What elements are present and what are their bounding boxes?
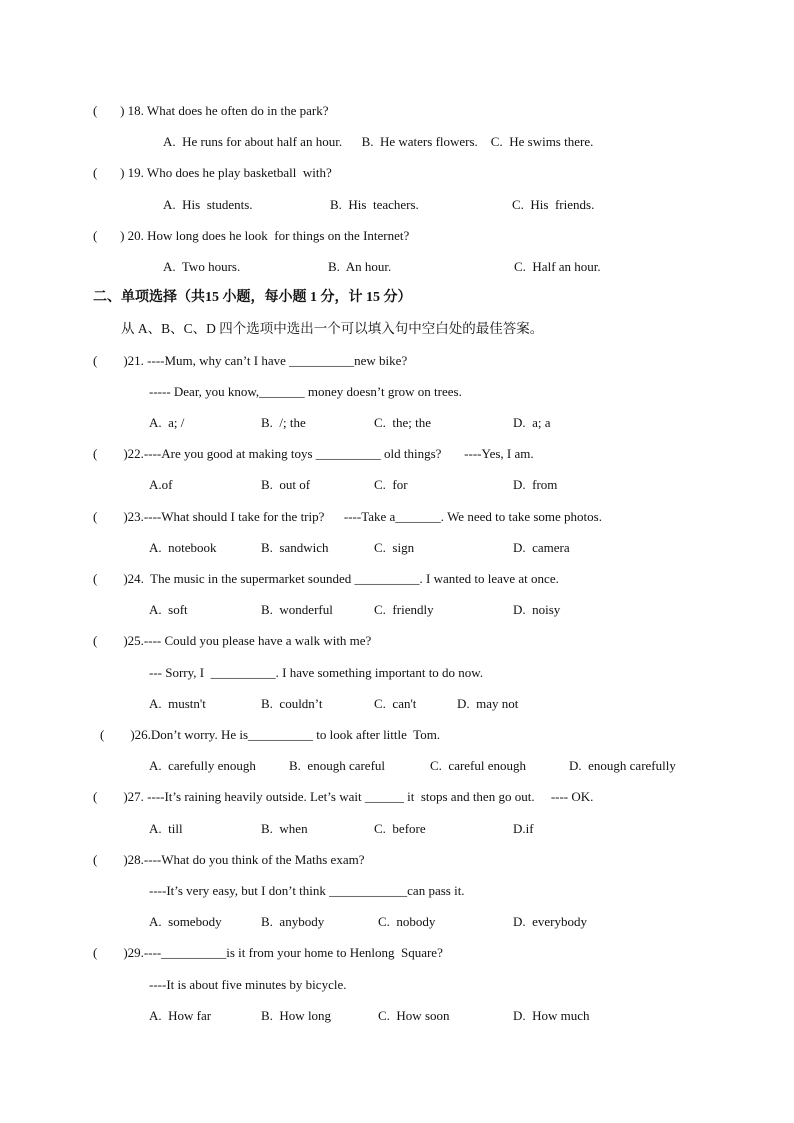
question-19-option-a: A. His students.	[163, 197, 253, 212]
question-25-option-b: B. couldn’t	[261, 696, 323, 711]
question-27-option-a: A. till	[149, 821, 183, 836]
question-20-option-a: A. Two hours.	[163, 259, 241, 274]
question-26-option-b: B. enough careful	[289, 758, 386, 773]
question-22-option-b: B. out of	[261, 477, 311, 492]
question-25-stem: ( )25.---- Could you please have a walk with me?	[93, 633, 372, 648]
question-18-stem: ( ) 18. What does he often do in the park?	[93, 103, 329, 118]
question-20-option-b: B. An hour.	[328, 259, 392, 274]
question-19-option-b: B. His teachers.	[330, 197, 419, 212]
question-27-option-b: B. when	[261, 821, 308, 836]
question-21-reply: ----- Dear, you know,_______ money doesn’t grow on trees.	[149, 384, 462, 399]
question-18-options: A. He runs for about half an hour. B. He waters flowers. C. He swims there.	[163, 134, 594, 149]
question-24-option-a: A. soft	[149, 602, 188, 617]
question-26-stem: ( )26.Don’t worry. He is__________ to look after little Tom.	[100, 727, 441, 742]
question-28-reply: ----It’s very easy, but I don’t think ____________can pass it.	[149, 883, 465, 898]
question-29-option-a: A. How far	[149, 1008, 212, 1023]
question-22-option-d: D. from	[513, 477, 558, 492]
question-27-option-c: C. before	[374, 821, 426, 836]
question-29-option-c: C. How soon	[378, 1008, 450, 1023]
question-23-stem: ( )23.----What should I take for the trip? ----Take a_______. We need to take some photos.	[93, 509, 602, 524]
question-24-option-c: C. friendly	[374, 602, 434, 617]
question-24-stem: ( )24. The music in the supermarket sounded __________. I wanted to leave at once.	[93, 571, 559, 586]
question-21-option-d: D. a; a	[513, 415, 551, 430]
question-26-option-d: D. enough carefully	[569, 758, 676, 773]
question-29-stem: ( )29.----__________is it from your home to Henlong Square?	[93, 945, 443, 960]
question-22-option-a: A.of	[149, 477, 173, 492]
question-22-stem: ( )22.----Are you good at making toys __________ old things? ----Yes, I am.	[93, 446, 534, 461]
question-21-option-a: A. a; /	[149, 415, 185, 430]
question-21-option-c: C. the; the	[374, 415, 432, 430]
question-19-stem: ( ) 19. Who does he play basketball with?	[93, 165, 332, 180]
question-23-option-d: D. camera	[513, 540, 570, 555]
question-22-option-c: C. for	[374, 477, 408, 492]
question-28-option-a: A. somebody	[149, 914, 222, 929]
question-20-stem: ( ) 20. How long does he look for things on the Internet?	[93, 228, 410, 243]
question-26-option-c: C. careful enough	[430, 758, 527, 773]
question-23-option-b: B. sandwich	[261, 540, 329, 555]
question-21-option-b: B. /; the	[261, 415, 306, 430]
question-24-option-d: D. noisy	[513, 602, 561, 617]
question-29-reply: ----It is about five minutes by bicycle.	[149, 977, 347, 992]
question-19-option-c: C. His friends.	[512, 197, 595, 212]
question-28-option-b: B. anybody	[261, 914, 325, 929]
question-23-option-c: C. sign	[374, 540, 415, 555]
question-24-option-b: B. wonderful	[261, 602, 333, 617]
section-instructions: 从 A、B、C、D 四个选项中选出一个可以填入句中空白处的最佳答案。	[121, 321, 544, 336]
question-27-stem: ( )27. ----It’s raining heavily outside. Let’s wait ______ it stops and then go out. ---- OK.	[93, 789, 594, 804]
question-29-option-d: D. How much	[513, 1008, 590, 1023]
question-20-option-c: C. Half an hour.	[514, 259, 601, 274]
question-28-option-c: C. nobody	[378, 914, 436, 929]
question-28-option-d: D. everybody	[513, 914, 588, 929]
question-23-option-a: A. notebook	[149, 540, 217, 555]
question-25-option-c: C. can't	[374, 696, 417, 711]
question-26-option-a: A. carefully enough	[149, 758, 256, 773]
question-28-stem: ( )28.----What do you think of the Maths exam?	[93, 852, 365, 867]
section-heading: 二、单项选择（共15 小题，每小题 1 分，计 15 分）	[93, 290, 412, 305]
question-21-stem: ( )21. ----Mum, why can’t I have __________new bike?	[93, 353, 408, 368]
question-27-option-d: D.if	[513, 821, 534, 836]
question-25-reply: --- Sorry, I __________. I have something important to do now.	[149, 665, 484, 680]
question-25-option-d: D. may not	[457, 696, 519, 711]
question-29-option-b: B. How long	[261, 1008, 332, 1023]
question-25-option-a: A. mustn't	[149, 696, 206, 711]
